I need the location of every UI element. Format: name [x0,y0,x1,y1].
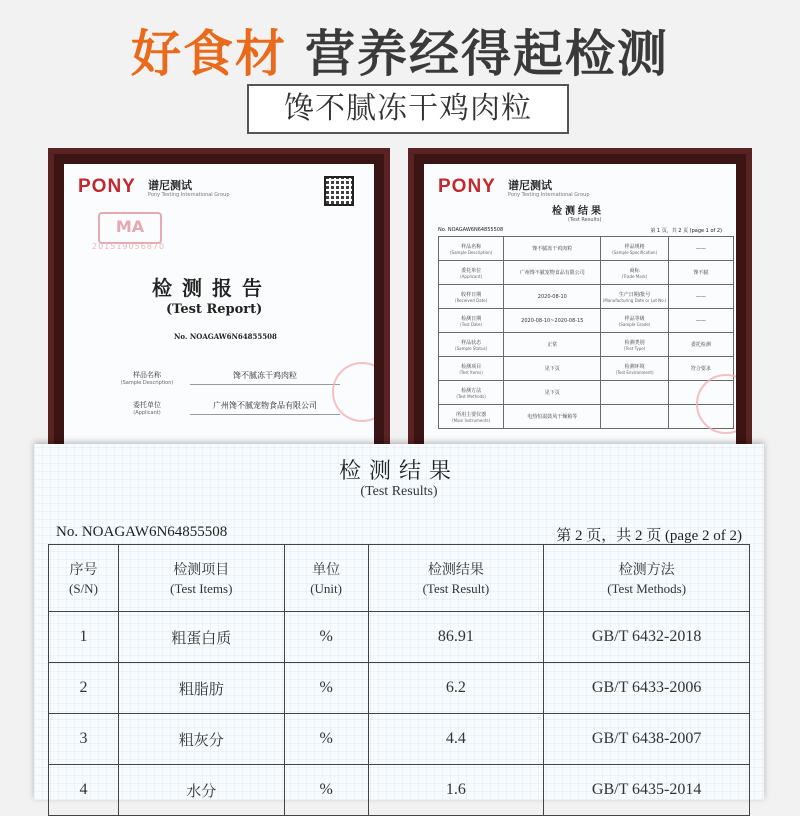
product-name-box: 馋不腻冻干鸡肉粒 [247,84,569,134]
mini-table-row [439,285,734,309]
field-value-applicant: 广州馋不腻宠物食品有限公司 [190,400,340,415]
results-cell-item: 粗蛋白质 [118,612,284,663]
mini-table-cell: 馋不腻 [668,261,733,285]
results-sheet [34,444,764,800]
pony-logo: PONY [438,176,496,197]
results-cell-method: GB/T 6433-2006 [544,663,750,714]
results-title-en: (Test Results) [568,217,602,223]
results-column-header: 检测方法 (Test Methods) [544,545,750,612]
mini-table-cell: 生产日期/批号 (Manufacturing Date or Lot No.) [601,285,668,309]
mini-table-cell: 正常 [504,333,601,357]
pony-cn-name: 谱尼测试 [148,179,192,192]
results-cell-method: GB/T 6438-2007 [544,714,750,765]
mini-table-cell: 检测类别 (Test Type) [601,333,668,357]
pony-cn-name: 谱尼测试 [508,179,552,192]
mini-table-cell: 所用主要仪器 (Main Instruments) [439,405,504,429]
left-certificate-paper [64,164,374,472]
results-cell-unit: % [284,663,368,714]
mini-table-row [439,309,734,333]
mini-table-row [439,405,734,429]
mini-table-cell: 符合要求 [668,357,733,381]
sheet-report-number: No. NOAGAW6N64855508 [56,524,228,540]
results-title-cn: 检测结果 [552,206,604,217]
mini-table-cell: —— [668,237,733,261]
results-column-header: 单位 (Unit) [284,545,368,612]
mini-table-cell [601,381,668,405]
results-cell-item: 水分 [118,765,284,816]
sheet-page-indicator: 第 2 页，共 2 页 (page 2 of 2) [556,528,742,544]
pony-logo: PONY [78,176,136,197]
mini-table-cell: 检测环境 (Test Environment) [601,357,668,381]
results-row [49,663,750,714]
results-cell-sn: 2 [49,663,119,714]
headline [0,14,800,86]
mini-table-row [439,333,734,357]
mini-table-cell: 检测项目 (Test Items) [439,357,504,381]
mini-table-cell: 电热恒温鼓风干燥箱等 [504,405,601,429]
results-cell-result: 4.4 [368,714,544,765]
results-cell-item: 粗灰分 [118,714,284,765]
results-row [49,765,750,816]
results-cell-item: 粗脂肪 [118,663,284,714]
mini-table-cell: 收样日期 (Received Date) [439,285,504,309]
results-cell-result: 86.91 [368,612,544,663]
mini-table-cell: 见下页 [504,381,601,405]
results-cell-result: 1.6 [368,765,544,816]
mini-table-cell: —— [668,285,733,309]
mini-table-cell: 检测日期 (Test Date) [439,309,504,333]
pony-en-name: Pony Testing International Group [148,192,230,198]
results-cell-unit: % [284,765,368,816]
mini-table-cell: 检测方法 (Test Methods) [439,381,504,405]
results-cell-method: GB/T 6432-2018 [544,612,750,663]
mini-table-cell: 广州馋不腻宠物食品有限公司 [504,261,601,285]
report-number: No. NOAGAW6N64855508 [438,227,504,233]
page-indicator: 第 1 页，共 2 页 (page 1 of 2) [650,228,722,234]
results-cell-sn: 4 [49,765,119,816]
mini-table-cell: 商标 (Trade Mark) [601,261,668,285]
sheet-title-cn: 检测结果 [338,459,459,484]
mini-table-cell: 委托单位 (Applicant) [439,261,504,285]
ma-stamp: MA [98,212,162,244]
mini-table-cell: 委托检测 [668,333,733,357]
mini-table-row [439,357,734,381]
mini-table-cell: 见下页 [504,357,601,381]
results-row [49,612,750,663]
field-label-applicant: 委托单位 (Applicant) [133,401,161,416]
results-cell-sn: 1 [49,612,119,663]
mini-info-table [438,236,734,429]
right-certificate-frame [408,148,752,478]
field-label-sample: 样品名称 (Sample Description) [120,371,174,386]
results-column-header: 检测项目 (Test Items) [118,545,284,612]
mini-table-cell: —— [668,309,733,333]
results-cell-method: GB/T 6435-2014 [544,765,750,816]
field-value-sample: 馋不腻冻干鸡肉粒 [190,370,340,385]
report-number: No. NOAGAW6N64855508 [174,332,277,341]
mini-table-row [439,261,734,285]
mini-table-cell: 馋不腻冻干鸡肉粒 [504,237,601,261]
mini-table-cell: 2020-08-10 [504,285,601,309]
headline-accent: 好食材 [131,25,287,83]
results-cell-result: 6.2 [368,663,544,714]
results-cell-unit: % [284,612,368,663]
mini-table-cell: 样品等级 (Sample Grade) [601,309,668,333]
results-column-header: 序号 (S/N) [49,545,119,612]
headline-main: 营养经得起检测 [305,25,669,83]
mini-table-row [439,381,734,405]
results-cell-unit: % [284,714,368,765]
pony-en-name: Pony Testing International Group [508,192,590,198]
mini-table-cell: 样品状态 (Sample Status) [439,333,504,357]
qr-code-icon [324,176,354,206]
results-row [49,714,750,765]
right-certificate-paper [424,164,736,472]
results-cell-sn: 3 [49,714,119,765]
ma-number: 201519056870 [92,242,166,251]
mini-table-row [439,237,734,261]
results-column-header: 检测结果 (Test Result) [368,545,544,612]
report-title-cn: 检测报告 [152,276,272,300]
sheet-title-en: (Test Results) [360,484,438,499]
left-certificate-frame [48,148,390,478]
mini-table-cell [601,405,668,429]
mini-table-cell: 样品规格 (Sample Specification) [601,237,668,261]
mini-table-cell: 2020-08-10~2020-08-15 [504,309,601,333]
mini-table-cell: 样品名称 (Sample Description) [439,237,504,261]
results-table [48,544,750,816]
report-title-en: (Test Report) [166,302,263,317]
